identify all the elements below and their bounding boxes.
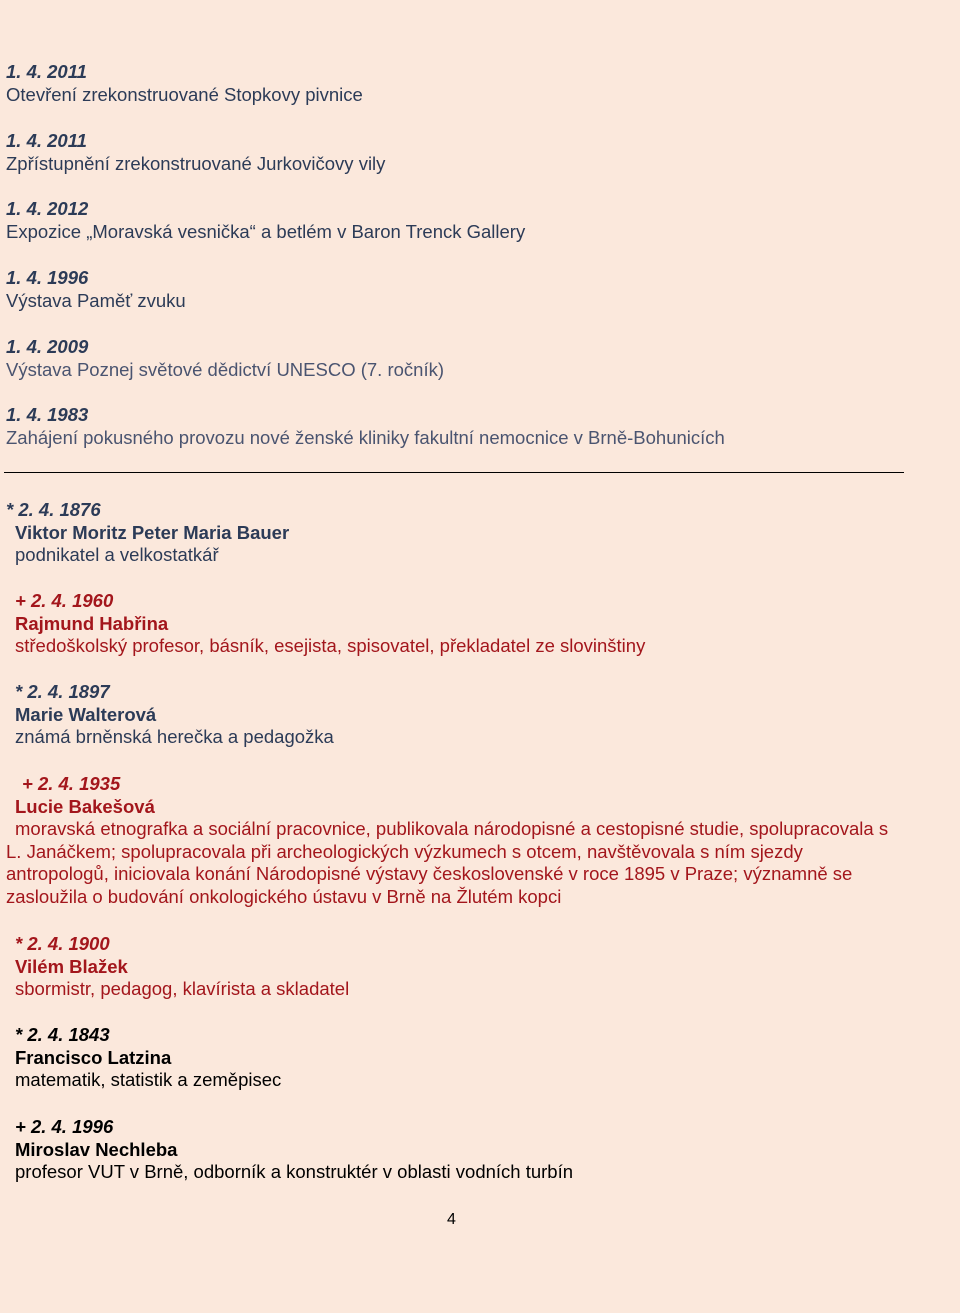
person-entry <box>15 680 915 749</box>
event-item <box>6 197 946 243</box>
person-description: moravská etnografka a sociální pracovnice, publikovala národopisné a cestopisné studie, spolupracovala s L. Janáčkem; spolupracovala při archeologických výzkumech s otcem, navštěvovala s ním sjezdy antropologů, iniciovala konání Národopisné výstavy československé v roce 1895 v Praze; významně se zasloužila o budování onkologického ústavu v Brně na Žlutém kopci <box>6 818 889 907</box>
event-text: Zahájení pokusného provozu nové ženské kliniky fakultní nemocnice v Brně-Bohunicích <box>6 427 725 448</box>
person-description: sbormistr, pedagog, klavírista a skladatel <box>15 978 350 999</box>
person-date: * 2. 4. 1876 <box>6 499 101 520</box>
event-item <box>6 129 946 175</box>
event-date: 1. 4. 1996 <box>6 267 89 288</box>
event-item <box>6 335 946 381</box>
person-date: * 2. 4. 1897 <box>15 681 110 702</box>
event-text: Expozice „Moravská vesnička“ a betlém v Baron Trenck Gallery <box>6 221 526 242</box>
person-name: Rajmund Habřina <box>15 613 169 634</box>
person-date: + 2. 4. 1960 <box>15 590 114 611</box>
event-text: Zpřístupnění zrekonstruované Jurkovičovy vily <box>6 153 386 174</box>
event-text: Výstava Paměť zvuku <box>6 290 186 311</box>
section-divider <box>4 472 904 473</box>
person-description: profesor VUT v Brně, odborník a konstruktér v oblasti vodních turbín <box>15 1161 574 1182</box>
person-date: * 2. 4. 1843 <box>15 1024 110 1045</box>
person-entry <box>15 1115 915 1184</box>
person-description: podnikatel a velkostatkář <box>15 544 219 565</box>
person-date: + 2. 4. 1996 <box>15 1116 114 1137</box>
person-entry <box>6 498 906 567</box>
event-text: Výstava Poznej světové dědictví UNESCO (7. ročník) <box>6 359 445 380</box>
page-number: 4 <box>447 1211 456 1228</box>
person-name: Viktor Moritz Peter Maria Bauer <box>15 522 290 543</box>
event-item <box>6 403 946 449</box>
person-name: Francisco Latzina <box>15 1047 172 1068</box>
person-name: Marie Walterová <box>15 704 157 725</box>
person-date: + 2. 4. 1935 <box>22 773 121 794</box>
person-description: matematik, statistik a zeměpisec <box>15 1069 282 1090</box>
event-date: 1. 4. 1983 <box>6 404 89 425</box>
person-entry <box>6 772 906 908</box>
event-date: 1. 4. 2011 <box>6 61 87 82</box>
event-date: 1. 4. 2012 <box>6 198 89 219</box>
event-text: Otevření zrekonstruované Stopkovy pivnice <box>6 84 363 105</box>
person-date: * 2. 4. 1900 <box>15 933 110 954</box>
person-name: Vilém Blažek <box>15 956 128 977</box>
person-description: středoškolský profesor, básník, esejista, spisovatel, překladatel ze slovinštiny <box>15 635 646 656</box>
event-item <box>6 60 946 106</box>
event-date: 1. 4. 2009 <box>6 336 89 357</box>
event-item <box>6 266 946 312</box>
person-name: Miroslav Nechleba <box>15 1139 178 1160</box>
person-description: známá brněnská herečka a pedagožka <box>15 726 334 747</box>
person-entry <box>15 589 915 658</box>
person-name: Lucie Bakešová <box>15 796 155 817</box>
person-entry <box>15 1023 915 1092</box>
person-entry <box>15 932 915 1001</box>
event-date: 1. 4. 2011 <box>6 130 87 151</box>
